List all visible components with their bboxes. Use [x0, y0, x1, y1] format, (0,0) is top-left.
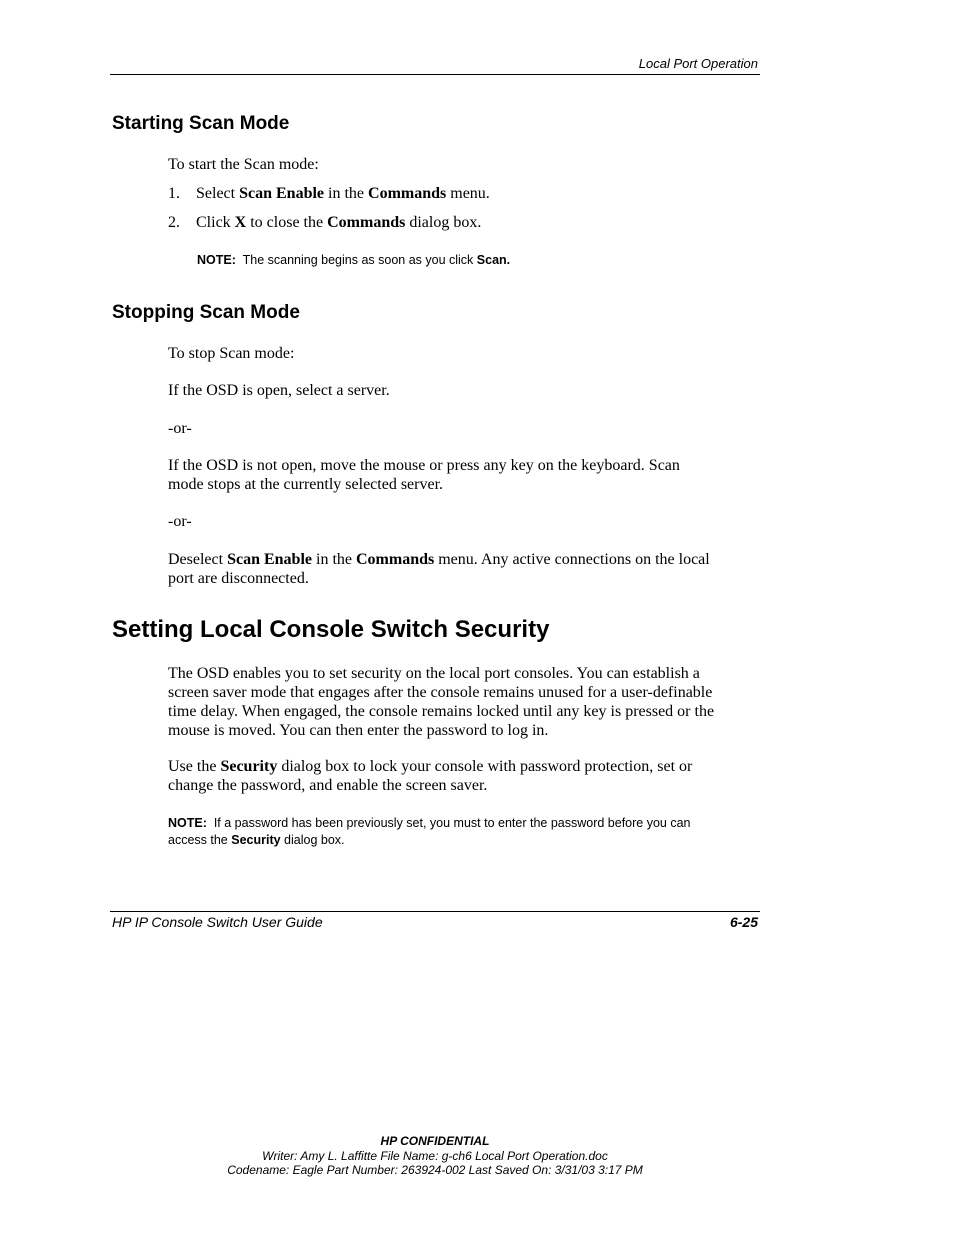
stopping-p3: [168, 550, 768, 588]
paragraph-line: time delay. When engaged, the console remains locked until any key is pressed or the: [168, 703, 715, 720]
note-text: access the: [168, 833, 232, 847]
p3-text: menu. Any active connections on the local: [434, 551, 710, 568]
note-bold: Security: [231, 833, 281, 847]
note-text: The scanning begins as soon as you click: [235, 253, 477, 267]
stopping-p2: [168, 456, 768, 494]
paragraph-line: change the password, and enable the screen saver.: [168, 777, 488, 794]
step-bold: Commands: [368, 185, 447, 202]
note-label: NOTE:: [197, 253, 236, 267]
step-number: 2.: [168, 214, 180, 231]
codename-line: Codename: Eagle Part Number: 263924-002 Last Saved On: 3/31/03 3:17 PM: [227, 1163, 643, 1177]
paragraph-line: The OSD enables you to set security on the local port consoles. You can establish a: [168, 665, 700, 682]
paragraph-line: mode stops at the currently selected server.: [168, 476, 444, 493]
p2-bold: Security: [220, 758, 278, 775]
paragraph-line: [168, 757, 768, 776]
confidential-block: [0, 1134, 870, 1178]
p3-bold: Commands: [356, 551, 435, 568]
p2-text: dialog box to lock your console with password protection, set or: [277, 758, 693, 775]
step-2: [168, 213, 481, 232]
paragraph-line: port are disconnected.: [168, 570, 309, 587]
step-text: Click: [196, 214, 235, 231]
footer-rule: [110, 911, 760, 912]
security-note: [168, 815, 768, 849]
stopping-scan-heading: Stopping Scan Mode: [112, 302, 300, 323]
step-bold: Scan Enable: [239, 185, 325, 202]
confidential-label: HP CONFIDENTIAL: [380, 1134, 490, 1148]
note-line: [168, 832, 768, 849]
p3-text: in the: [312, 551, 356, 568]
security-heading: Setting Local Console Switch Security: [112, 616, 550, 643]
note-text: If a password has been previously set, you must to enter the password before you can: [206, 816, 691, 830]
writer-line: Writer: Amy L. Laffitte File Name: g-ch6 Local Port Operation.doc: [262, 1148, 608, 1163]
p3-text: Deselect: [168, 551, 228, 568]
note-bold: Scan.: [476, 253, 511, 267]
step-bold: Commands: [327, 214, 406, 231]
paragraph-line: screen saver mode that engages after the console remains unused for a user-definable: [168, 684, 713, 701]
page-number: 6-25: [729, 914, 758, 930]
starting-note: [197, 252, 510, 269]
p3-bold: Scan Enable: [227, 551, 312, 568]
step-1: [168, 184, 490, 203]
note-line: [168, 815, 768, 832]
starting-scan-heading: Starting Scan Mode: [112, 113, 290, 134]
step-bold: X: [234, 214, 247, 231]
running-header: Local Port Operation: [638, 56, 758, 71]
p2-text: Use the: [168, 758, 221, 775]
header-rule: [110, 74, 760, 75]
step-text: menu.: [446, 185, 490, 202]
starting-intro: To start the Scan mode:: [168, 156, 319, 173]
security-p1: [168, 664, 768, 740]
footer-title: HP IP Console Switch User Guide: [112, 914, 323, 930]
step-text: dialog box.: [405, 214, 482, 231]
paragraph-line: mouse is moved. You can then enter the password to log in.: [168, 722, 549, 739]
step-text: in the: [324, 185, 369, 202]
paragraph-line: [168, 550, 768, 569]
or-separator-2: -or-: [168, 513, 192, 530]
step-text: Select: [196, 185, 240, 202]
stopping-p1: If the OSD is open, select a server.: [168, 382, 390, 399]
or-separator-1: -or-: [168, 420, 192, 437]
security-p2: [168, 757, 768, 795]
note-label: NOTE:: [168, 816, 207, 830]
paragraph-line: If the OSD is not open, move the mouse or press any key on the keyboard. Scan: [168, 457, 680, 474]
stopping-intro: To stop Scan mode:: [168, 345, 295, 362]
step-number: 1.: [168, 185, 180, 202]
note-text: dialog box.: [280, 833, 345, 847]
step-text: to close the: [246, 214, 328, 231]
